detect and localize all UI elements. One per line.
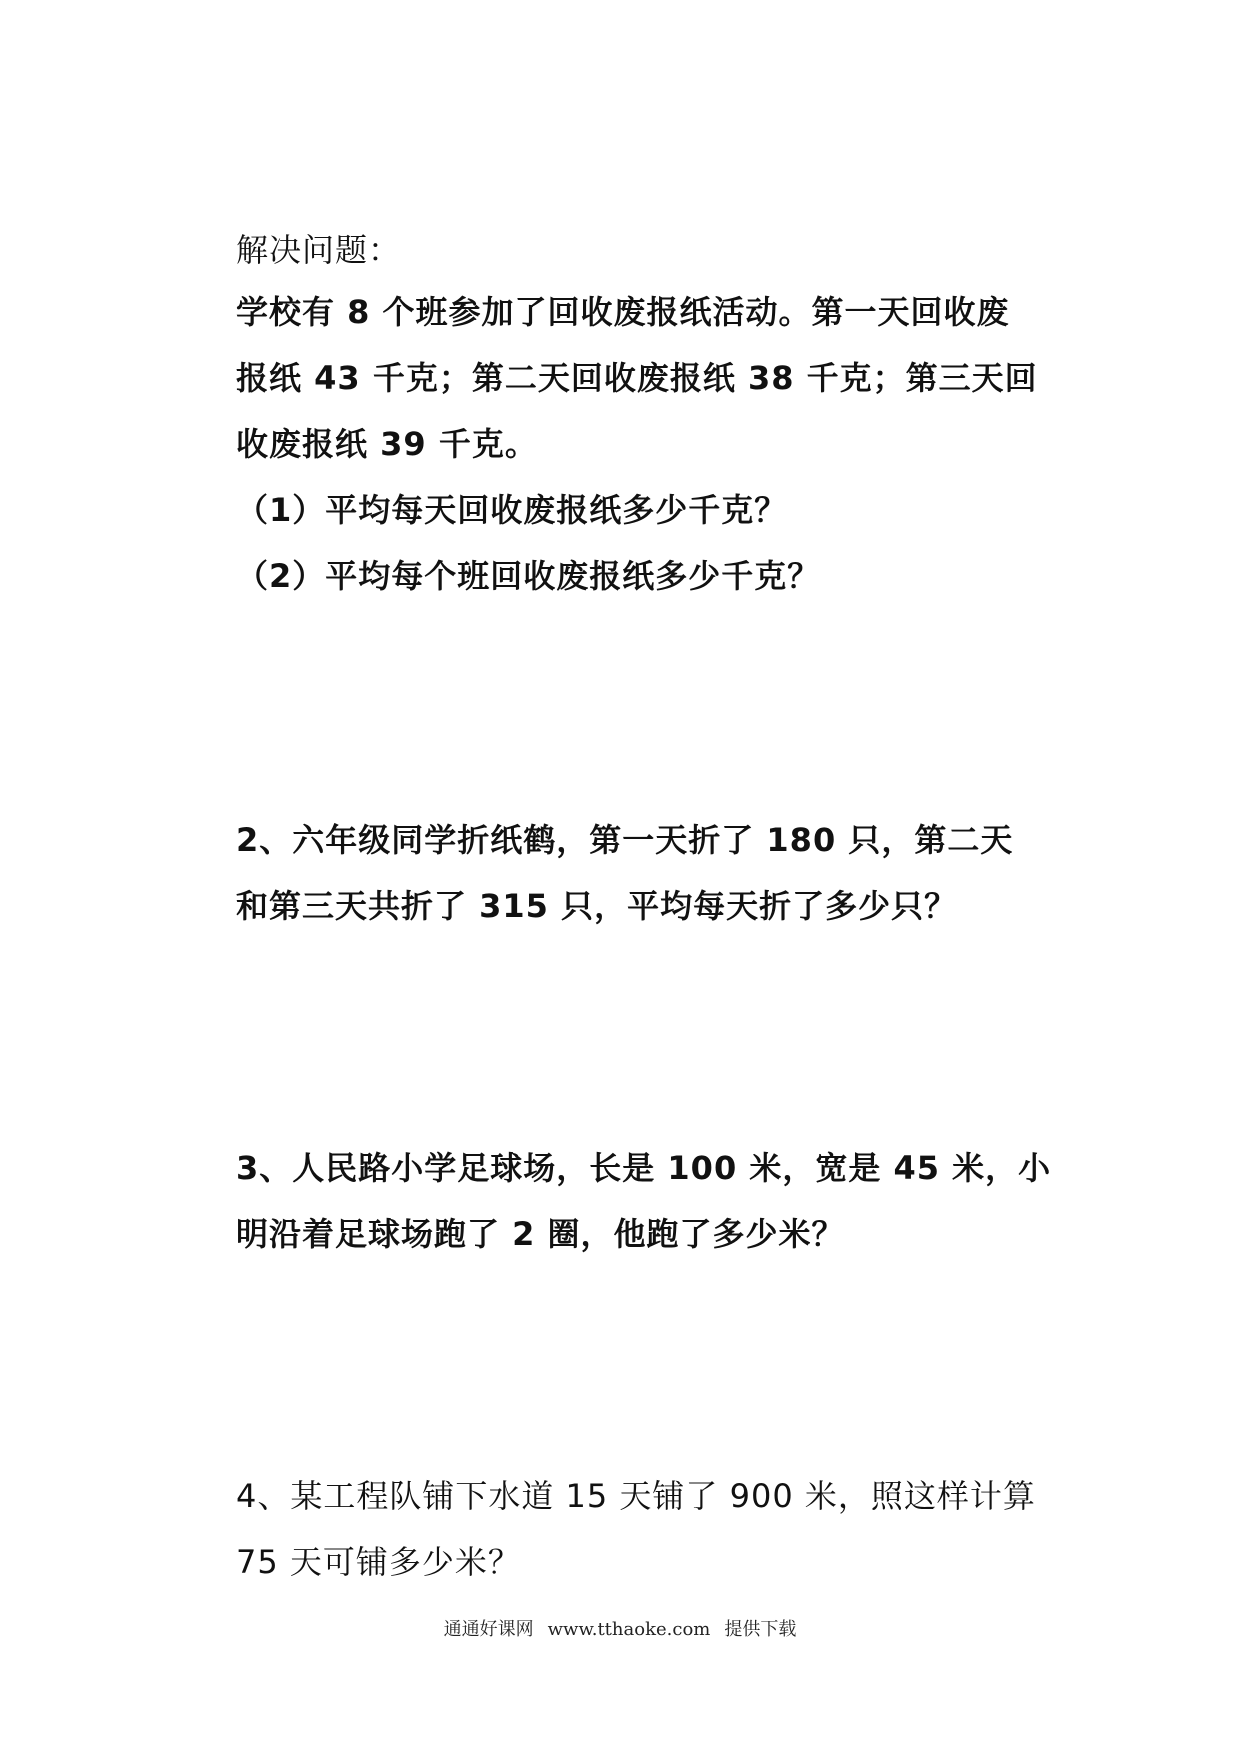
problem-2-line-1: 2、六年级同学折纸鹤，第一天折了 180 只，第二天 bbox=[236, 821, 1014, 859]
footer-suffix: 提供下载 bbox=[724, 1619, 797, 1640]
problem-3-line-2: 明沿着足球场跑了 2 圈，他跑了多少米？ bbox=[236, 1215, 845, 1253]
problem-4-line-1: 4、某工程队铺下水道 15 天铺了 900 米，照这样计算 bbox=[236, 1477, 1036, 1515]
section-heading: 解决问题： bbox=[236, 231, 402, 269]
footer-site-name: 通通好课网 bbox=[443, 1619, 534, 1640]
problem-2-line-2: 和第三天共折了 315 只，平均每天折了多少只？ bbox=[236, 887, 958, 925]
problem-1-line-3: 收废报纸 39 千克。 bbox=[236, 425, 538, 463]
problem-3-line-1: 3、人民路小学足球场，长是 100 米，宽是 45 米，小 bbox=[236, 1149, 1052, 1187]
problem-4-line-2: 75 天可铺多少米？ bbox=[236, 1543, 521, 1581]
problem-1-line-2: 报纸 43 千克；第二天回收废报纸 38 千克；第三天回 bbox=[236, 359, 1038, 397]
problem-1-line-1: 学校有 8 个班参加了回收废报纸活动。第一天回收废 bbox=[236, 293, 1010, 331]
page-footer bbox=[0, 1618, 1240, 1642]
problem-1-subquestion-2: （2）平均每个班回收废报纸多少千克？ bbox=[236, 557, 821, 595]
footer-url[interactable]: www.tthaoke.com bbox=[547, 1619, 711, 1640]
problem-1-subquestion-1: （1）平均每天回收废报纸多少千克？ bbox=[236, 491, 788, 529]
